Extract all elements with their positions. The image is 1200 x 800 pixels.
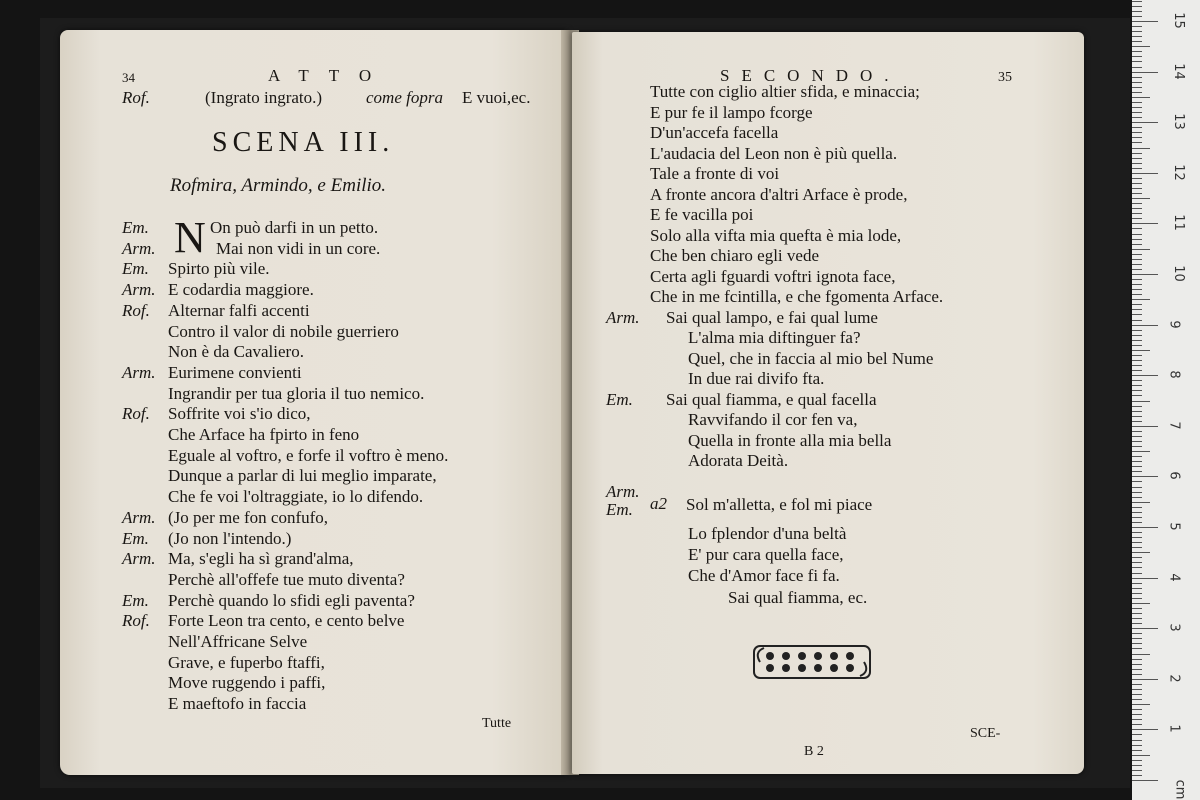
ruler-tick xyxy=(1132,87,1142,88)
ruler-tick xyxy=(1132,16,1142,17)
ruler-tick xyxy=(1132,699,1142,700)
ruler-tick xyxy=(1132,401,1150,402)
ruler-tick xyxy=(1132,360,1142,361)
verse-line: In due rai divifo fta. xyxy=(688,369,825,388)
ruler-tick xyxy=(1132,481,1142,482)
speaker-label: Em. xyxy=(122,528,149,548)
ruler-tick xyxy=(1132,294,1142,295)
ruler-tick xyxy=(1132,755,1150,756)
speaker-label: Arm. xyxy=(122,549,156,569)
ruler-tick xyxy=(1132,309,1142,310)
ruler-tick xyxy=(1132,760,1142,761)
ruler-tick xyxy=(1132,82,1142,83)
ruler-tick xyxy=(1132,168,1142,169)
ruler-tick xyxy=(1132,411,1142,412)
duet-line: Sai qual fiamma, ec. xyxy=(728,588,868,607)
ruler-tick xyxy=(1132,456,1142,457)
ruler-tick xyxy=(1132,608,1142,609)
ruler-tick xyxy=(1132,557,1142,558)
ruler-tick xyxy=(1132,365,1142,366)
verse-line: Eurimene convienti xyxy=(168,362,302,382)
ruler-tick xyxy=(1132,562,1142,563)
verse-line: Nell'Affricane Selve xyxy=(168,632,308,651)
verse-line: E codardia maggiore. xyxy=(168,280,314,300)
ruler-unit: cm xyxy=(1172,779,1188,800)
ruler-tick xyxy=(1132,36,1142,37)
verse-line: Soffrite voi s'io dico, xyxy=(168,404,311,424)
ruler-tick xyxy=(1132,492,1142,493)
ruler-tick xyxy=(1132,320,1142,321)
ruler-tick xyxy=(1132,669,1142,670)
ruler-tick xyxy=(1132,345,1142,346)
ruler-tick xyxy=(1132,740,1142,741)
verse-line: Che fe voi l'oltraggiate, io lo difendo. xyxy=(168,487,424,507)
ruler-tick xyxy=(1132,208,1142,209)
right-catchword: SCE- xyxy=(970,726,1001,741)
right-running-head: SECONDO. xyxy=(720,66,901,85)
verse-line: Solo alla vifta mia quefta è mia lode, xyxy=(650,225,902,245)
speaker-label: Em. xyxy=(122,259,149,279)
ruler-tick xyxy=(1132,117,1142,118)
verse-line: Che Arface ha fpirto in feno xyxy=(168,425,360,444)
ruler-tick xyxy=(1132,623,1142,624)
verse-line: Non è da Cavaliero. xyxy=(168,342,304,362)
verse-line: (Jo per me fon confufo, xyxy=(168,507,329,527)
ruler-tick xyxy=(1132,648,1142,649)
ruler-tick xyxy=(1132,684,1142,685)
verse-line: Quella in fronte alla mia bella xyxy=(688,430,892,450)
ruler-tick xyxy=(1132,709,1142,710)
first-line-speaker: Rof. xyxy=(122,88,150,107)
ruler-tick xyxy=(1132,26,1142,27)
duet-line: Lo fplendor d'una beltà xyxy=(688,524,847,543)
ruler-number: 7 xyxy=(1166,421,1182,430)
left-page-number: 34 xyxy=(122,70,135,85)
ruler-tick xyxy=(1132,284,1142,285)
verse-line: Quel, che in faccia al mio bel Nume xyxy=(688,348,934,368)
ruler-tick xyxy=(1132,72,1158,73)
ruler-tick xyxy=(1132,264,1142,265)
ruler-number: 5 xyxy=(1166,522,1182,531)
ruler-tick xyxy=(1132,679,1158,680)
left-catchword: Tutte xyxy=(482,716,512,731)
ruler-tick xyxy=(1132,780,1158,781)
ruler-tick xyxy=(1132,92,1142,93)
ruler-tick xyxy=(1132,31,1142,32)
ruler-tick xyxy=(1132,517,1142,518)
ruler-tick xyxy=(1132,638,1142,639)
ruler-tick xyxy=(1132,41,1142,42)
ruler-tick xyxy=(1132,6,1142,7)
ruler-tick xyxy=(1132,603,1150,604)
ruler-tick xyxy=(1132,441,1142,442)
ruler-tick xyxy=(1132,203,1142,204)
ruler-tick xyxy=(1132,178,1142,179)
ruler-tick xyxy=(1132,355,1142,356)
ruler-tick xyxy=(1132,765,1142,766)
verse-line: Tale a fronte di voi xyxy=(650,164,780,183)
verse-line: Ma, s'egli ha sì grand'alma, xyxy=(168,549,354,569)
ruler-tick xyxy=(1132,502,1150,503)
ruler-tick xyxy=(1132,223,1158,224)
ruler-tick xyxy=(1132,269,1142,270)
ruler-tick xyxy=(1132,719,1142,720)
verse-line: Certa agli fguardi voftri ignota face, xyxy=(650,266,896,286)
ruler-tick xyxy=(1132,51,1142,52)
ruler-tick xyxy=(1132,239,1142,240)
ruler-tick xyxy=(1132,613,1142,614)
speaker-label: Em. xyxy=(122,590,149,610)
verse-line: Alternar falfi accenti xyxy=(168,300,310,320)
ruler-tick xyxy=(1132,228,1142,229)
measurement-ruler xyxy=(1132,0,1200,800)
ruler-tick xyxy=(1132,67,1142,68)
ruler-tick xyxy=(1132,97,1150,98)
ruler-tick xyxy=(1132,573,1142,574)
first-line-rest: E vuoi,ec. xyxy=(462,88,531,107)
verse-line: Perchè quando lo sfidi egli paventa? xyxy=(168,590,415,610)
ruler-tick xyxy=(1132,163,1142,164)
ruler-tick xyxy=(1132,659,1142,660)
ruler-tick xyxy=(1132,704,1150,705)
duet-mark: a2 xyxy=(650,494,667,513)
ruler-tick xyxy=(1132,46,1150,47)
printers-ornament-icon xyxy=(752,642,872,682)
ruler-tick xyxy=(1132,522,1142,523)
duet-line: E' pur cara quella face, xyxy=(688,545,844,564)
ruler-tick xyxy=(1132,193,1142,194)
duet-line: Sol m'alletta, e fol mi piace xyxy=(686,495,873,514)
ruler-tick xyxy=(1132,340,1142,341)
ruler-tick xyxy=(1132,552,1150,553)
ruler-tick xyxy=(1132,694,1142,695)
first-line-italic: come fopra xyxy=(366,88,443,107)
ruler-number: 3 xyxy=(1166,623,1182,632)
speaker-label: Rof. xyxy=(122,300,150,320)
speaker-label: Rof. xyxy=(122,404,150,424)
ruler-number: 15 xyxy=(1170,12,1186,29)
first-line-text: (Ingrato ingrato.) xyxy=(205,88,323,107)
signature-mark: B 2 xyxy=(804,744,824,759)
speaker-label: Arm. xyxy=(122,280,156,300)
verse-line: A fronte ancora d'altri Arface è prode, xyxy=(650,184,908,204)
ruler-tick xyxy=(1132,188,1142,189)
ruler-tick xyxy=(1132,750,1142,751)
ruler-tick xyxy=(1132,416,1142,417)
ruler-tick xyxy=(1132,542,1142,543)
verse-line: Che ben chiaro egli vede xyxy=(650,246,819,265)
verse-line: Adorata Deità. xyxy=(688,451,789,470)
verse-line: Ingrandir per tua gloria il tuo nemico. xyxy=(168,383,425,403)
ruler-tick xyxy=(1132,254,1142,255)
ruler-tick xyxy=(1132,618,1142,619)
speaker-label: Em. xyxy=(122,218,149,237)
verse-line: Grave, e fuperbo ftaffi, xyxy=(168,652,325,672)
ruler-tick xyxy=(1132,137,1142,138)
ruler-tick xyxy=(1132,390,1142,391)
ruler-number: 10 xyxy=(1170,265,1186,282)
ruler-tick xyxy=(1132,446,1142,447)
ruler-tick xyxy=(1132,436,1142,437)
verse-line: Perchè all'offefe tue muto diventa? xyxy=(168,569,405,589)
ruler-tick xyxy=(1132,325,1158,326)
ruler-tick xyxy=(1132,689,1142,690)
ruler-tick xyxy=(1132,127,1142,128)
ruler-tick xyxy=(1132,107,1142,108)
ruler-tick xyxy=(1132,132,1142,133)
ruler-tick xyxy=(1132,289,1142,290)
ruler-tick xyxy=(1132,583,1142,584)
ruler-tick xyxy=(1132,532,1142,533)
right-page xyxy=(572,32,1084,774)
ruler-tick xyxy=(1132,466,1142,467)
verse-line: Spirto più vile. xyxy=(168,259,270,279)
verse-line: Mai non vidi in un core. xyxy=(216,238,381,258)
ruler-tick xyxy=(1132,350,1150,351)
left-running-head: ATTO xyxy=(268,66,392,85)
ruler-tick xyxy=(1132,249,1150,250)
verse-line: L'alma mia diftinguer fa? xyxy=(688,328,861,347)
ruler-tick xyxy=(1132,471,1142,472)
ruler-tick xyxy=(1132,664,1142,665)
ruler-tick xyxy=(1132,724,1142,725)
verse-line: On può darfi in un petto. xyxy=(210,218,379,237)
ruler-tick xyxy=(1132,158,1142,159)
ruler-tick xyxy=(1132,1,1142,2)
ruler-tick xyxy=(1132,461,1142,462)
left-page xyxy=(60,30,568,775)
ruler-tick xyxy=(1132,729,1158,730)
ruler-tick xyxy=(1132,218,1142,219)
verse-line: Sai qual fiamma, e qual facella xyxy=(666,389,877,409)
verse-line: E fe vacilla poi xyxy=(650,205,754,224)
ruler-tick xyxy=(1132,431,1142,432)
ruler-tick xyxy=(1132,770,1142,771)
ruler-tick xyxy=(1132,588,1142,589)
verse-line: (Jo non l'intendo.) xyxy=(168,528,292,548)
ruler-tick xyxy=(1132,395,1142,396)
ruler-number: 9 xyxy=(1166,319,1182,329)
ruler-number: 6 xyxy=(1166,471,1182,481)
ruler-tick xyxy=(1132,234,1142,235)
ruler-tick xyxy=(1132,142,1142,143)
ruler-tick xyxy=(1132,173,1158,174)
speaker-label: Arm. xyxy=(122,238,156,258)
ruler-tick xyxy=(1132,426,1158,427)
ruler-tick xyxy=(1132,375,1158,376)
verse-line: D'un'accefa facella xyxy=(650,123,779,142)
ruler-tick xyxy=(1132,775,1142,776)
ruler-tick xyxy=(1132,370,1142,371)
duet-speaker-1: Arm. xyxy=(606,482,640,501)
verse-line: Ravvifando il cor fen va, xyxy=(688,410,858,429)
ruler-tick xyxy=(1132,102,1142,103)
ruler-tick xyxy=(1132,745,1142,746)
drop-cap: N xyxy=(174,213,206,262)
ruler-tick xyxy=(1132,61,1142,62)
ruler-number: 14 xyxy=(1170,62,1186,80)
ruler-tick xyxy=(1132,633,1142,634)
verse-line: Forte Leon tra cento, e cento belve xyxy=(168,611,405,631)
ruler-tick xyxy=(1132,122,1158,123)
ruler-tick xyxy=(1132,598,1142,599)
ruler-tick xyxy=(1132,213,1142,214)
ruler-tick xyxy=(1132,593,1142,594)
speaker-label: Rof. xyxy=(122,611,150,631)
ruler-tick xyxy=(1132,299,1150,300)
verse-line: Tutte con ciglio altier sfida, e minaccia; xyxy=(650,82,920,101)
ruler-tick xyxy=(1132,674,1142,675)
ruler-tick xyxy=(1132,527,1158,528)
ruler-tick xyxy=(1132,578,1158,579)
verse-line: Sai qual lampo, e fai qual lume xyxy=(666,307,878,327)
ruler-tick xyxy=(1132,380,1142,381)
ruler-tick xyxy=(1132,304,1142,305)
ruler-tick xyxy=(1132,259,1142,260)
ruler-tick xyxy=(1132,567,1142,568)
ruler-number: 11 xyxy=(1170,214,1186,232)
ruler-tick xyxy=(1132,643,1142,644)
speaker-label: Arm. xyxy=(122,507,156,527)
ruler-tick xyxy=(1132,183,1142,184)
ruler-tick xyxy=(1132,654,1150,655)
ruler-tick xyxy=(1132,314,1142,315)
speaker-label: Arm. xyxy=(122,362,156,382)
ruler-tick xyxy=(1132,198,1150,199)
ruler-tick xyxy=(1132,148,1150,149)
ruler-tick xyxy=(1132,330,1142,331)
verse-line: Eguale al voftro, e forfe il voftro è meno. xyxy=(168,445,449,465)
ruler-tick xyxy=(1132,77,1142,78)
right-page-number: 35 xyxy=(998,70,1012,85)
ruler-tick xyxy=(1132,497,1142,498)
scene-title: SCENA III. xyxy=(212,127,395,158)
ruler-tick xyxy=(1132,512,1142,513)
ruler-tick xyxy=(1132,451,1150,452)
verse-line: Dunque a parlar di lui meglio imparate, xyxy=(168,466,437,486)
ruler-tick xyxy=(1132,112,1142,113)
duet-line: Che d'Amor face fi fa. xyxy=(688,566,840,585)
ruler-tick xyxy=(1132,547,1142,548)
ruler-tick xyxy=(1132,406,1142,407)
ruler-tick xyxy=(1132,476,1158,477)
ruler-tick xyxy=(1132,507,1142,508)
ruler-tick xyxy=(1132,56,1142,57)
ruler-number: 1 xyxy=(1166,724,1182,734)
verse-line: Che in me fcintilla, e che fgomenta Arface. xyxy=(650,287,944,306)
speaker-label: Arm. xyxy=(606,307,640,327)
ruler-number: 2 xyxy=(1166,674,1182,683)
ruler-tick xyxy=(1132,274,1158,275)
ruler-tick xyxy=(1132,279,1142,280)
verse-line: E maeftofo in faccia xyxy=(168,694,307,714)
scene-characters: Rofmira, Armindo, e Emilio. xyxy=(170,175,387,196)
ruler-tick xyxy=(1132,628,1158,629)
ruler-number: 4 xyxy=(1166,572,1182,582)
ruler-tick xyxy=(1132,537,1142,538)
ruler-tick xyxy=(1132,11,1142,12)
ruler-tick xyxy=(1132,153,1142,154)
ruler-tick xyxy=(1132,487,1142,488)
ruler-tick xyxy=(1132,21,1158,22)
speaker-label: Em. xyxy=(606,389,633,409)
ruler-tick xyxy=(1132,385,1142,386)
verse-line: E pur fe il lampo fcorge xyxy=(650,102,813,122)
ruler-tick xyxy=(1132,244,1142,245)
ruler-number: 13 xyxy=(1170,113,1186,130)
ruler-number: 12 xyxy=(1170,164,1186,181)
ruler-tick xyxy=(1132,421,1142,422)
verse-line: L'audacia del Leon non è più quella. xyxy=(650,143,898,163)
ruler-number: 8 xyxy=(1166,370,1182,379)
ruler-tick xyxy=(1132,714,1142,715)
verse-line: Contro il valor di nobile guerriero xyxy=(168,321,399,341)
duet-speaker-2: Em. xyxy=(606,500,633,519)
verse-line: Move ruggendo i paffi, xyxy=(168,673,326,693)
ruler-tick xyxy=(1132,734,1142,735)
ruler-tick xyxy=(1132,335,1142,336)
